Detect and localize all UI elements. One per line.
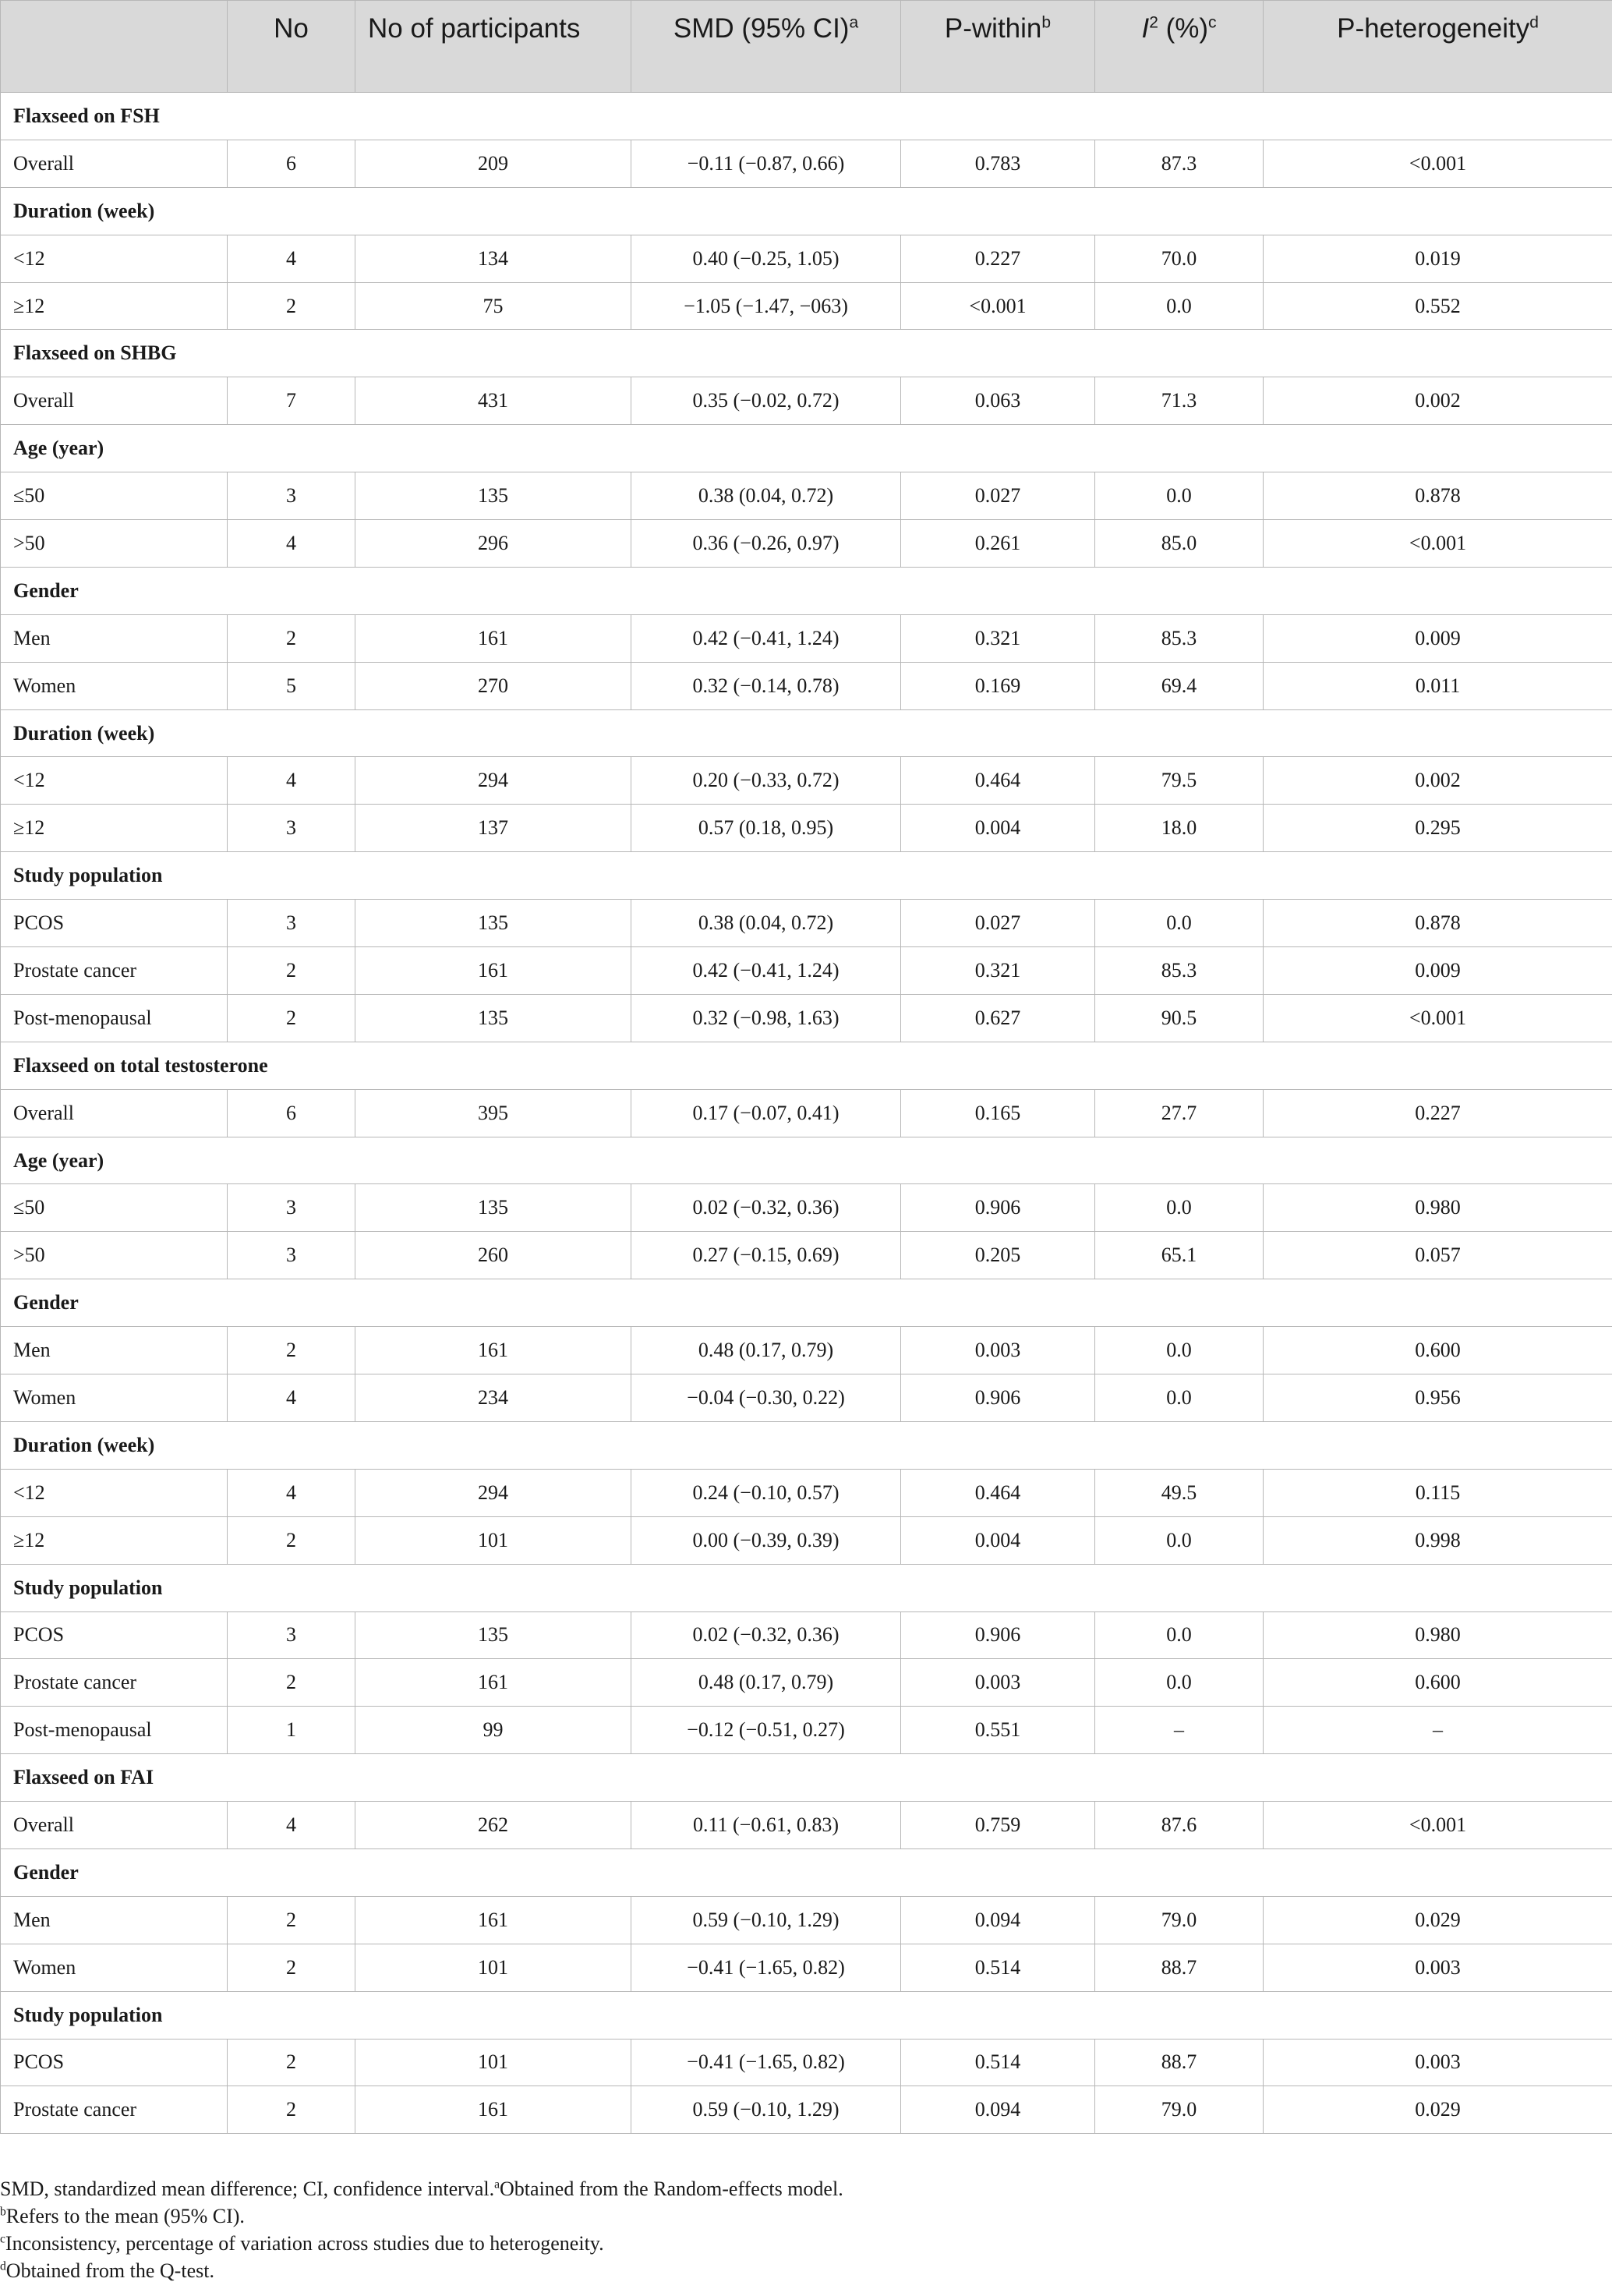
header-no: No (228, 1, 355, 93)
cell-i2: 79.5 (1095, 757, 1264, 805)
cell-i2: 0.0 (1095, 1516, 1264, 1564)
cell-p-heterogeneity: 0.956 (1264, 1374, 1612, 1422)
cell-subgroup: PCOS (1, 1611, 228, 1659)
section-header-row (1, 1754, 1612, 1802)
cell-i2: 85.3 (1095, 614, 1264, 662)
section-label: Flaxseed on total testosterone (1, 1042, 1612, 1089)
section-header-row (1, 1137, 1612, 1184)
cell-p-within: 0.906 (901, 1374, 1095, 1422)
cell-p-heterogeneity: 0.029 (1264, 2086, 1612, 2134)
cell-participants: 137 (355, 805, 631, 852)
cell-p-heterogeneity: 0.878 (1264, 900, 1612, 947)
cell-i2: 87.6 (1095, 1802, 1264, 1849)
cell-smd: −1.05 (−1.47, −063) (631, 282, 901, 330)
cell-smd: 0.38 (0.04, 0.72) (631, 472, 901, 520)
cell-p-within: 0.003 (901, 1659, 1095, 1707)
cell-p-heterogeneity: – (1264, 1707, 1612, 1754)
cell-participants: 161 (355, 614, 631, 662)
section-label: Flaxseed on SHBG (1, 330, 1612, 377)
cell-participants: 395 (355, 1089, 631, 1137)
cell-participants: 135 (355, 472, 631, 520)
section-label: Study population (1, 1564, 1612, 1611)
cell-i2: 18.0 (1095, 805, 1264, 852)
table-row (1, 614, 1612, 662)
table-row (1, 140, 1612, 187)
cell-p-within: 0.004 (901, 805, 1095, 852)
cell-smd: −0.12 (−0.51, 0.27) (631, 1707, 901, 1754)
cell-p-within: 0.906 (901, 1184, 1095, 1232)
section-label: Study population (1, 852, 1612, 900)
table-row (1, 1707, 1612, 1754)
cell-p-heterogeneity: 0.295 (1264, 805, 1612, 852)
section-label: Duration (week) (1, 709, 1612, 757)
section-label: Gender (1, 1848, 1612, 1896)
cell-i2: – (1095, 1707, 1264, 1754)
cell-participants: 135 (355, 994, 631, 1042)
cell-i2: 70.0 (1095, 235, 1264, 282)
section-header-row (1, 93, 1612, 140)
cell-participants: 101 (355, 1944, 631, 1991)
table-row (1, 1611, 1612, 1659)
header-p-het-mark: d (1529, 13, 1539, 32)
table-row (1, 1374, 1612, 1422)
footnote-text: SMD, standardized mean difference; CI, confidence interval. (0, 2177, 495, 2200)
header-group (1, 1, 228, 93)
cell-smd: −0.41 (−1.65, 0.82) (631, 2039, 901, 2086)
cell-no: 7 (228, 377, 355, 425)
cell-i2: 69.4 (1095, 662, 1264, 709)
footnote-b (0, 2202, 1612, 2230)
cell-subgroup: Post-menopausal (1, 1707, 228, 1754)
cell-no: 4 (228, 520, 355, 568)
table-row (1, 1232, 1612, 1279)
cell-smd: −0.11 (−0.87, 0.66) (631, 140, 901, 187)
cell-p-heterogeneity: 0.057 (1264, 1232, 1612, 1279)
cell-smd: 0.11 (−0.61, 0.83) (631, 1802, 901, 1849)
header-i2-letter: I (1141, 13, 1150, 44)
cell-participants: 234 (355, 1374, 631, 1422)
cell-subgroup: Men (1, 614, 228, 662)
cell-no: 4 (228, 757, 355, 805)
cell-p-within: 0.514 (901, 1944, 1095, 1991)
cell-p-heterogeneity: 0.600 (1264, 1327, 1612, 1374)
cell-no: 2 (228, 1944, 355, 1991)
cell-i2: 49.5 (1095, 1469, 1264, 1516)
section-label: Gender (1, 567, 1612, 614)
cell-p-within: 0.063 (901, 377, 1095, 425)
table-row (1, 377, 1612, 425)
section-label: Age (year) (1, 425, 1612, 472)
cell-subgroup: ≤50 (1, 1184, 228, 1232)
cell-p-heterogeneity: 0.029 (1264, 1896, 1612, 1944)
table-row (1, 1327, 1612, 1374)
cell-smd: 0.17 (−0.07, 0.41) (631, 1089, 901, 1137)
cell-participants: 161 (355, 1659, 631, 1707)
cell-participants: 135 (355, 1184, 631, 1232)
cell-p-within: 0.464 (901, 1469, 1095, 1516)
table-row (1, 2039, 1612, 2086)
cell-no: 3 (228, 1232, 355, 1279)
cell-subgroup: Post-menopausal (1, 994, 228, 1042)
cell-smd: 0.59 (−0.10, 1.29) (631, 1896, 901, 1944)
footnote-mark: b (0, 2205, 6, 2219)
cell-p-heterogeneity: <0.001 (1264, 520, 1612, 568)
section-header-row (1, 330, 1612, 377)
section-label: Duration (week) (1, 187, 1612, 235)
cell-no: 4 (228, 1802, 355, 1849)
header-p-within-text: P-within (944, 13, 1042, 44)
table-footnotes (0, 2175, 1612, 2284)
cell-participants: 161 (355, 1896, 631, 1944)
header-p-het-text: P-heterogeneity (1337, 13, 1530, 44)
cell-smd: −0.04 (−0.30, 0.22) (631, 1374, 901, 1422)
cell-smd: 0.40 (−0.25, 1.05) (631, 235, 901, 282)
cell-i2: 88.7 (1095, 2039, 1264, 2086)
cell-p-heterogeneity: 0.002 (1264, 377, 1612, 425)
header-smd-mark: a (849, 13, 859, 32)
header-smd (631, 1, 901, 93)
cell-no: 2 (228, 1516, 355, 1564)
cell-p-within: 0.027 (901, 472, 1095, 520)
cell-smd: 0.24 (−0.10, 0.57) (631, 1469, 901, 1516)
cell-i2: 85.3 (1095, 947, 1264, 995)
cell-p-within: 0.321 (901, 614, 1095, 662)
cell-participants: 270 (355, 662, 631, 709)
cell-p-heterogeneity: 0.115 (1264, 1469, 1612, 1516)
footnote-text: Refers to the mean (95% CI). (5, 2205, 245, 2227)
cell-participants: 294 (355, 1469, 631, 1516)
cell-participants: 161 (355, 947, 631, 995)
cell-participants: 431 (355, 377, 631, 425)
cell-i2: 0.0 (1095, 1659, 1264, 1707)
cell-p-within: 0.094 (901, 2086, 1095, 2134)
section-header-row (1, 425, 1612, 472)
cell-no: 3 (228, 1611, 355, 1659)
section-label: Age (year) (1, 1137, 1612, 1184)
cell-subgroup: Overall (1, 1802, 228, 1849)
section-label: Flaxseed on FSH (1, 93, 1612, 140)
cell-smd: 0.42 (−0.41, 1.24) (631, 947, 901, 995)
table-row (1, 1184, 1612, 1232)
table-body (1, 93, 1612, 2134)
table-row (1, 662, 1612, 709)
section-label: Gender (1, 1279, 1612, 1327)
cell-p-heterogeneity: 0.980 (1264, 1611, 1612, 1659)
cell-participants: 294 (355, 757, 631, 805)
cell-smd: 0.38 (0.04, 0.72) (631, 900, 901, 947)
cell-subgroup: ≥12 (1, 1516, 228, 1564)
section-header-row (1, 1991, 1612, 2039)
section-header-row (1, 1421, 1612, 1469)
cell-p-heterogeneity: 0.980 (1264, 1184, 1612, 1232)
header-i2-power: 2 (1149, 13, 1158, 32)
cell-p-within: 0.205 (901, 1232, 1095, 1279)
cell-participants: 209 (355, 140, 631, 187)
cell-subgroup: <12 (1, 1469, 228, 1516)
cell-smd: 0.57 (0.18, 0.95) (631, 805, 901, 852)
header-p-within-mark: b (1041, 13, 1052, 32)
cell-i2: 79.0 (1095, 2086, 1264, 2134)
cell-smd: 0.48 (0.17, 0.79) (631, 1659, 901, 1707)
cell-subgroup: Women (1, 1944, 228, 1991)
cell-p-within: 0.783 (901, 140, 1095, 187)
footnote-mark: a (494, 2177, 500, 2192)
table-row (1, 1469, 1612, 1516)
cell-p-within: 0.464 (901, 757, 1095, 805)
cell-no: 4 (228, 1469, 355, 1516)
cell-p-heterogeneity: 0.600 (1264, 1659, 1612, 1707)
cell-smd: 0.48 (0.17, 0.79) (631, 1327, 901, 1374)
cell-participants: 262 (355, 1802, 631, 1849)
cell-participants: 134 (355, 235, 631, 282)
cell-participants: 75 (355, 282, 631, 330)
footnote-d (0, 2257, 1612, 2284)
cell-subgroup: ≥12 (1, 805, 228, 852)
cell-smd: 0.42 (−0.41, 1.24) (631, 614, 901, 662)
cell-no: 2 (228, 614, 355, 662)
footnote-abbreviations (0, 2175, 1612, 2202)
section-header-row (1, 709, 1612, 757)
cell-p-within: 0.003 (901, 1327, 1095, 1374)
cell-p-within: 0.627 (901, 994, 1095, 1042)
cell-i2: 0.0 (1095, 1327, 1264, 1374)
table-row (1, 1944, 1612, 1991)
cell-p-heterogeneity: 0.011 (1264, 662, 1612, 709)
cell-no: 3 (228, 1184, 355, 1232)
table-row (1, 1516, 1612, 1564)
cell-subgroup: ≥12 (1, 282, 228, 330)
cell-i2: 0.0 (1095, 282, 1264, 330)
cell-p-within: 0.759 (901, 1802, 1095, 1849)
cell-smd: 0.35 (−0.02, 0.72) (631, 377, 901, 425)
cell-subgroup: <12 (1, 757, 228, 805)
cell-participants: 161 (355, 1327, 631, 1374)
table-row (1, 1089, 1612, 1137)
cell-subgroup: Prostate cancer (1, 1659, 228, 1707)
cell-no: 3 (228, 900, 355, 947)
cell-no: 2 (228, 282, 355, 330)
cell-participants: 161 (355, 2086, 631, 2134)
cell-subgroup: Women (1, 662, 228, 709)
section-header-row (1, 1042, 1612, 1089)
table-row (1, 1802, 1612, 1849)
table-row (1, 994, 1612, 1042)
section-label: Duration (week) (1, 1421, 1612, 1469)
cell-p-within: 0.027 (901, 900, 1095, 947)
cell-subgroup: >50 (1, 520, 228, 568)
cell-no: 6 (228, 1089, 355, 1137)
cell-subgroup: Overall (1, 1089, 228, 1137)
cell-no: 2 (228, 947, 355, 995)
cell-smd: 0.32 (−0.98, 1.63) (631, 994, 901, 1042)
cell-p-heterogeneity: 0.009 (1264, 614, 1612, 662)
header-p-within (901, 1, 1095, 93)
table-row (1, 757, 1612, 805)
cell-p-heterogeneity: 0.227 (1264, 1089, 1612, 1137)
footnote-text: Obtained from the Q-test. (5, 2259, 214, 2282)
cell-no: 2 (228, 1327, 355, 1374)
table-row (1, 947, 1612, 995)
cell-p-within: 0.169 (901, 662, 1095, 709)
cell-participants: 101 (355, 1516, 631, 1564)
section-label: Study population (1, 1991, 1612, 2039)
footnote-text: Inconsistency, percentage of variation across studies due to heterogeneity. (5, 2232, 604, 2255)
cell-p-heterogeneity: 0.998 (1264, 1516, 1612, 1564)
table-row (1, 520, 1612, 568)
cell-p-within: 0.514 (901, 2039, 1095, 2086)
cell-subgroup: Men (1, 1896, 228, 1944)
header-i2 (1095, 1, 1264, 93)
cell-no: 2 (228, 2039, 355, 2086)
table-header-row (1, 1, 1612, 93)
footnote-mark: c (0, 2232, 5, 2246)
cell-p-heterogeneity: 0.003 (1264, 1944, 1612, 1991)
cell-p-heterogeneity: 0.878 (1264, 472, 1612, 520)
cell-subgroup: Women (1, 1374, 228, 1422)
cell-participants: 296 (355, 520, 631, 568)
cell-subgroup: Men (1, 1327, 228, 1374)
cell-p-within: <0.001 (901, 282, 1095, 330)
cell-i2: 85.0 (1095, 520, 1264, 568)
cell-p-heterogeneity: <0.001 (1264, 994, 1612, 1042)
table-row (1, 1659, 1612, 1707)
section-header-row (1, 567, 1612, 614)
cell-p-within: 0.165 (901, 1089, 1095, 1137)
cell-p-within: 0.261 (901, 520, 1095, 568)
cell-smd: 0.36 (−0.26, 0.97) (631, 520, 901, 568)
cell-p-within: 0.321 (901, 947, 1095, 995)
cell-smd: 0.20 (−0.33, 0.72) (631, 757, 901, 805)
section-header-row (1, 1564, 1612, 1611)
cell-participants: 99 (355, 1707, 631, 1754)
cell-no: 6 (228, 140, 355, 187)
cell-p-within: 0.227 (901, 235, 1095, 282)
header-smd-text: SMD (95% CI) (673, 13, 850, 44)
cell-subgroup: PCOS (1, 2039, 228, 2086)
cell-i2: 0.0 (1095, 1374, 1264, 1422)
table-row (1, 2086, 1612, 2134)
table-row (1, 282, 1612, 330)
cell-participants: 135 (355, 1611, 631, 1659)
table-row (1, 900, 1612, 947)
cell-smd: 0.27 (−0.15, 0.69) (631, 1232, 901, 1279)
table-row (1, 805, 1612, 852)
section-label: Flaxseed on FAI (1, 1754, 1612, 1802)
cell-p-heterogeneity: 0.002 (1264, 757, 1612, 805)
table-row (1, 235, 1612, 282)
cell-i2: 27.7 (1095, 1089, 1264, 1137)
cell-smd: 0.59 (−0.10, 1.29) (631, 2086, 901, 2134)
cell-i2: 65.1 (1095, 1232, 1264, 1279)
header-p-heterogeneity (1264, 1, 1612, 93)
cell-smd: 0.02 (−0.32, 0.36) (631, 1184, 901, 1232)
cell-i2: 0.0 (1095, 900, 1264, 947)
cell-i2: 0.0 (1095, 1611, 1264, 1659)
section-header-row (1, 187, 1612, 235)
cell-i2: 90.5 (1095, 994, 1264, 1042)
cell-i2: 71.3 (1095, 377, 1264, 425)
cell-subgroup: Prostate cancer (1, 2086, 228, 2134)
cell-participants: 260 (355, 1232, 631, 1279)
header-participants: No of participants (355, 1, 631, 93)
cell-smd: 0.32 (−0.14, 0.78) (631, 662, 901, 709)
cell-subgroup: ≤50 (1, 472, 228, 520)
cell-i2: 79.0 (1095, 1896, 1264, 1944)
cell-i2: 88.7 (1095, 1944, 1264, 1991)
cell-p-heterogeneity: 0.552 (1264, 282, 1612, 330)
cell-subgroup: >50 (1, 1232, 228, 1279)
cell-p-heterogeneity: 0.009 (1264, 947, 1612, 995)
cell-smd: −0.41 (−1.65, 0.82) (631, 1944, 901, 1991)
section-header-row (1, 852, 1612, 900)
header-i2-text: (%) (1158, 13, 1209, 44)
header-i2-mark: c (1208, 13, 1217, 32)
cell-i2: 0.0 (1095, 1184, 1264, 1232)
cell-p-within: 0.094 (901, 1896, 1095, 1944)
cell-no: 2 (228, 1659, 355, 1707)
footnote-text: Obtained from the Random-effects model. (500, 2177, 843, 2200)
cell-no: 1 (228, 1707, 355, 1754)
cell-p-heterogeneity: 0.003 (1264, 2039, 1612, 2086)
cell-no: 2 (228, 2086, 355, 2134)
cell-subgroup: Prostate cancer (1, 947, 228, 995)
cell-smd: 0.02 (−0.32, 0.36) (631, 1611, 901, 1659)
cell-p-heterogeneity: <0.001 (1264, 1802, 1612, 1849)
cell-no: 4 (228, 235, 355, 282)
section-header-row (1, 1848, 1612, 1896)
footnote-mark: d (0, 2259, 6, 2273)
table-row (1, 472, 1612, 520)
cell-p-within: 0.906 (901, 1611, 1095, 1659)
cell-no: 3 (228, 805, 355, 852)
cell-p-within: 0.551 (901, 1707, 1095, 1754)
cell-p-heterogeneity: <0.001 (1264, 140, 1612, 187)
cell-no: 3 (228, 472, 355, 520)
cell-participants: 135 (355, 900, 631, 947)
cell-subgroup: Overall (1, 377, 228, 425)
cell-no: 4 (228, 1374, 355, 1422)
cell-p-heterogeneity: 0.019 (1264, 235, 1612, 282)
cell-no: 5 (228, 662, 355, 709)
cell-subgroup: PCOS (1, 900, 228, 947)
cell-no: 2 (228, 1896, 355, 1944)
cell-no: 2 (228, 994, 355, 1042)
table-row (1, 1896, 1612, 1944)
footnote-c (0, 2230, 1612, 2257)
cell-p-within: 0.004 (901, 1516, 1095, 1564)
cell-i2: 0.0 (1095, 472, 1264, 520)
cell-participants: 101 (355, 2039, 631, 2086)
cell-i2: 87.3 (1095, 140, 1264, 187)
cell-smd: 0.00 (−0.39, 0.39) (631, 1516, 901, 1564)
cell-subgroup: <12 (1, 235, 228, 282)
cell-subgroup: Overall (1, 140, 228, 187)
section-header-row (1, 1279, 1612, 1327)
